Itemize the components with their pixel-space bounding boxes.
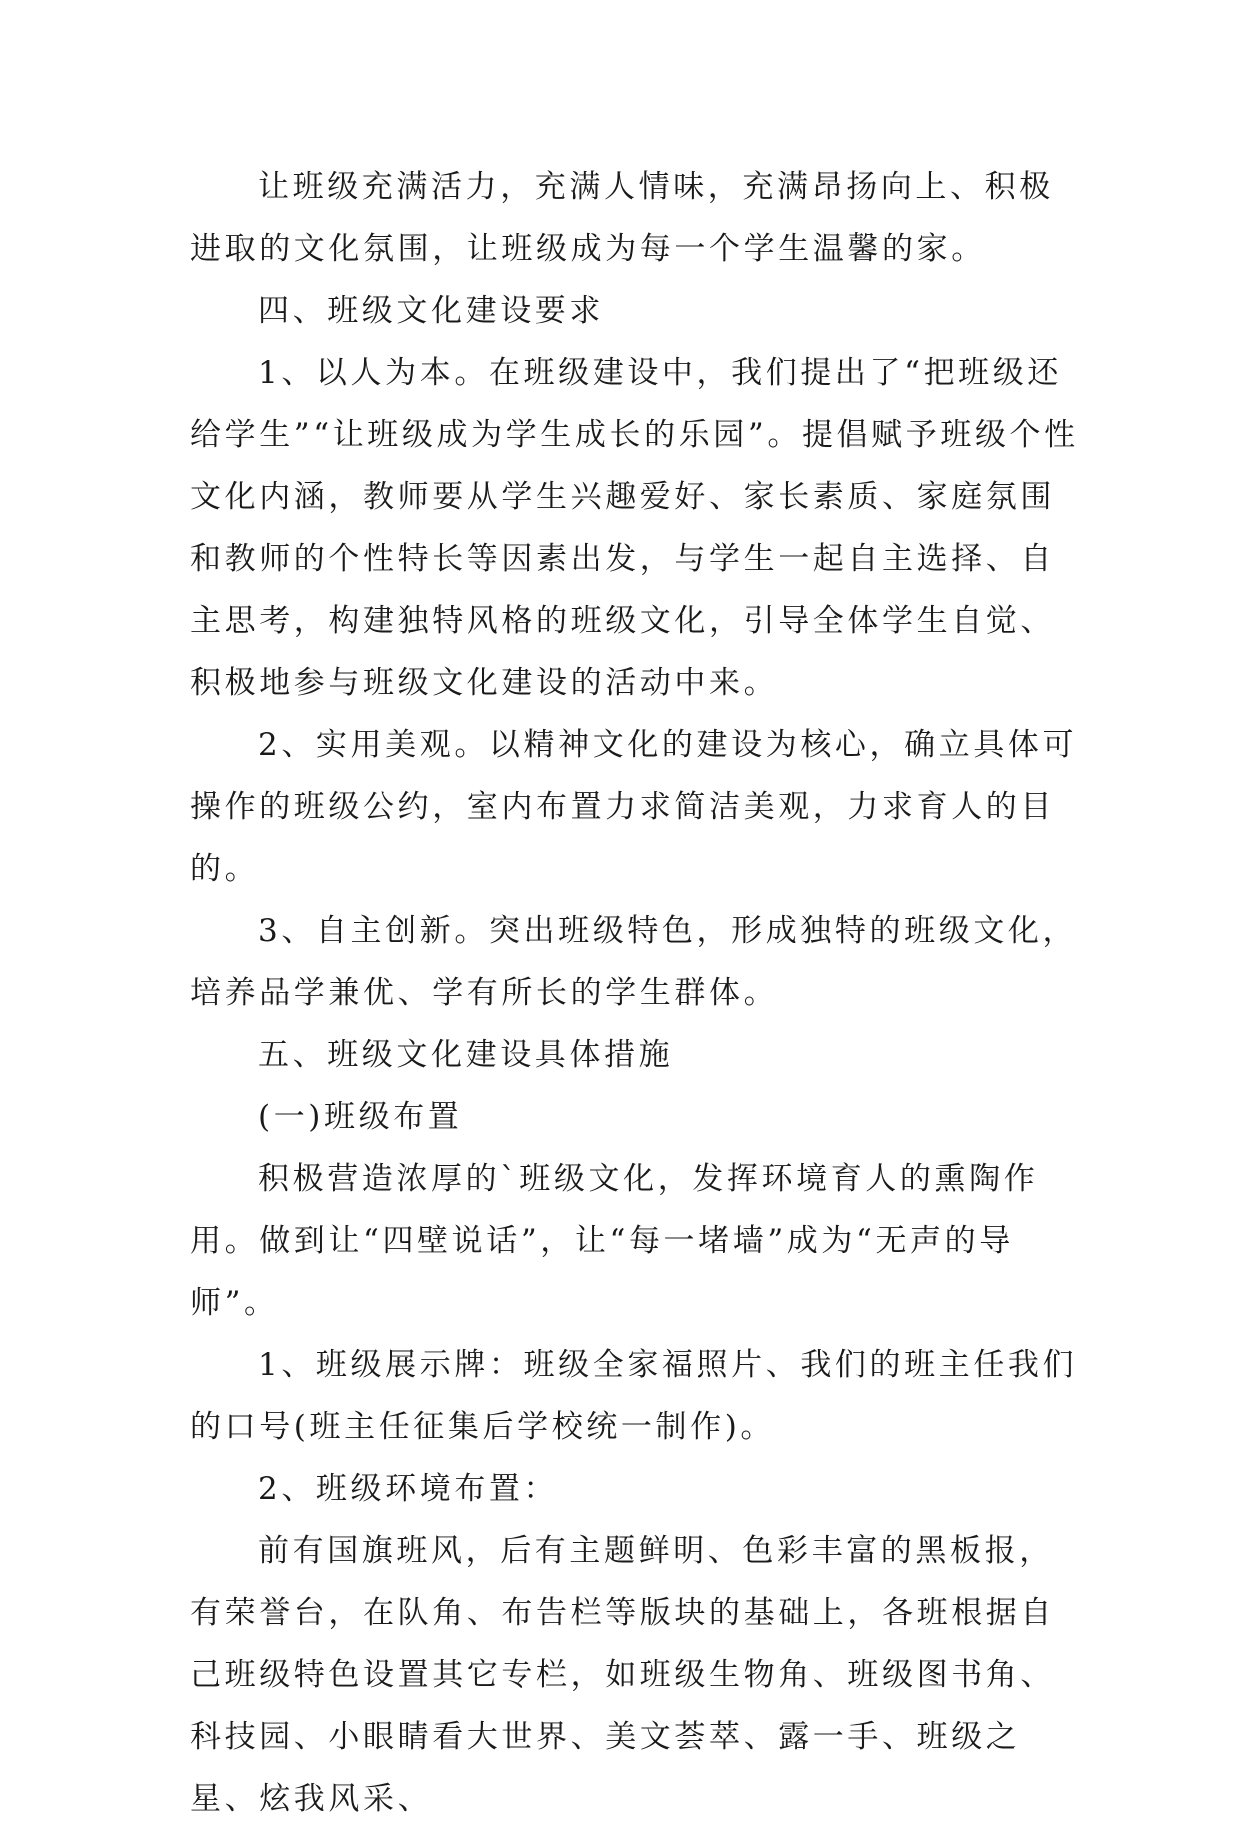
paragraph-practical-beautiful: 2、实用美观。以精神文化的建设为核心，确立具体可操作的班级公约，室内布置力求简洁美观，力求育人的目的。 — [190, 727, 1078, 887]
paragraph-environment: 积极营造浓厚的`班级文化，发挥环境育人的熏陶作用。做到让“四壁说话”，让“每一堵墙”成为“无声的导师”。 — [190, 1161, 1039, 1321]
heading-section-four: 四、班级文化建设要求 — [258, 293, 604, 329]
heading-section-five: 五、班级文化建设具体措施 — [258, 1037, 674, 1073]
paragraph-display-board: 1、班级展示牌：班级全家福照片、我们的班主任我们的口号(班主任征集后学校统一制作)。 — [190, 1347, 1078, 1445]
paragraph-innovation: 3、自主创新。突出班级特色，形成独特的班级文化，培养品学兼优、学有所长的学生群体。 — [190, 913, 1078, 1011]
paragraph-front-back: 前有国旗班风，后有主题鲜明、色彩丰富的黑板报，有荣誉台，在队角、布告栏等版块的基础上，各班根据自己班级特色设置其它专栏，如班级生物角、班级图书角、科技园、小眼睛看大世界、美文荟萃、露一手、班级之星、炫我风采、 — [190, 1533, 1055, 1817]
paragraph-people-oriented: 1、以人为本。在班级建设中，我们提出了“把班级还给学生”“让班级成为学生成长的乐园”。提倡赋予班级个性文化内涵，教师要从学生兴趣爱好、家长素质、家庭氛围和教师的个性特长等因素出发，与学生一起自主选择、自主思考，构建独特风格的班级文化，引导全体学生自觉、积极地参与班级文化建设的活动中来。 — [190, 355, 1079, 701]
heading-environment-layout: 2、班级环境布置： — [258, 1471, 559, 1507]
document-body — [190, 156, 1080, 1830]
paragraph-intro-atmosphere: 让班级充满活力，充满人情味，充满昂扬向上、积极进取的文化氛围，让班级成为每一个学生温馨的家。 — [190, 169, 1054, 267]
subheading-class-layout: (一)班级布置 — [258, 1099, 463, 1135]
